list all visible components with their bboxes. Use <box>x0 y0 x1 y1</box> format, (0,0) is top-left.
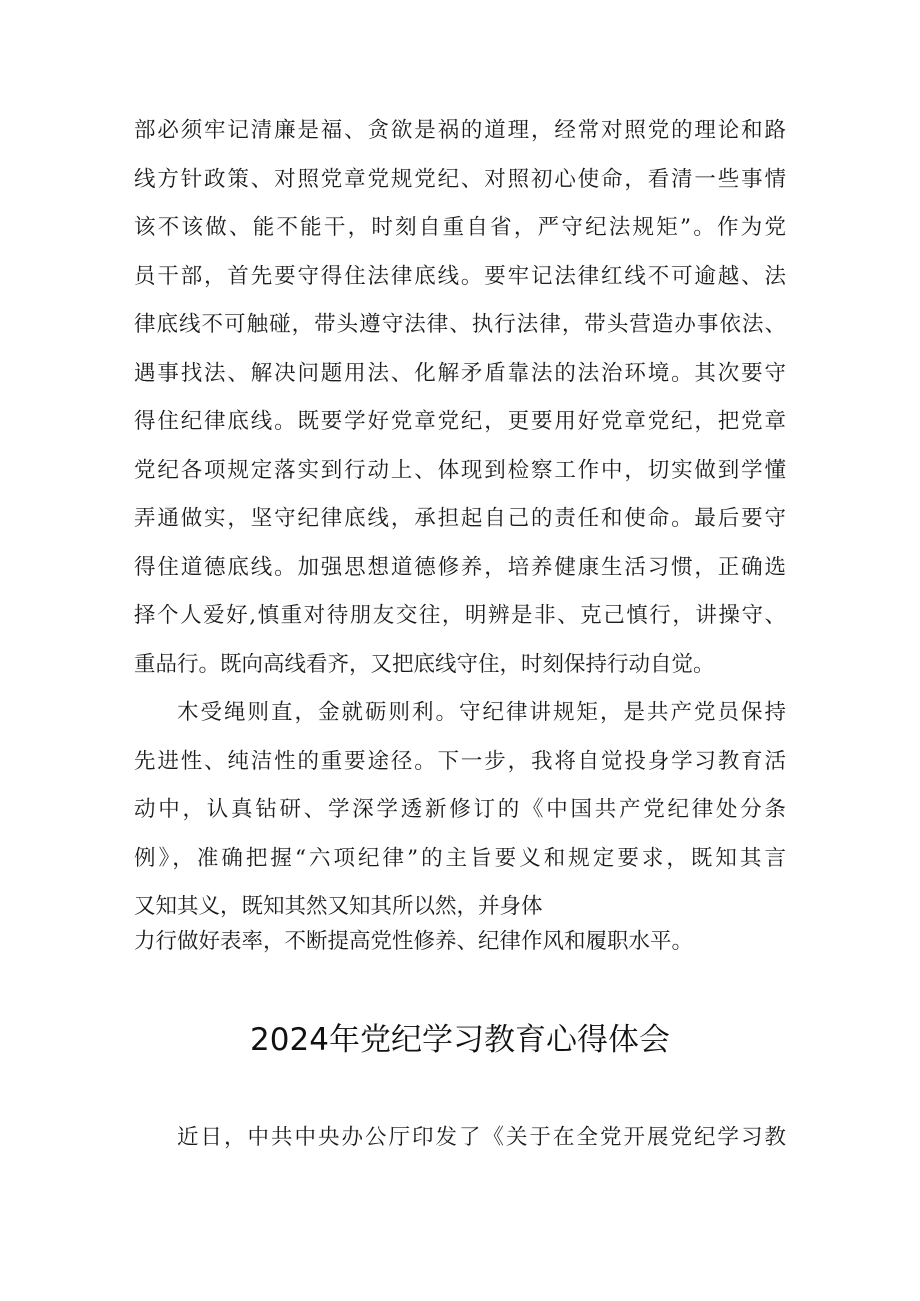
text-line: 律底线不可触碰，带头遵守法律、执行法律，带头营造办事依法、 <box>134 312 786 337</box>
text-line: 先进性、纯洁性的重要途径。下一步，我将自觉投身学习教育活 <box>134 748 786 774</box>
paragraph-3 <box>134 1114 786 1163</box>
text-line: 员干部，首先要守得住法律底线。要牢记法律红线不可逾越、法 <box>134 263 786 289</box>
text-line: 力行做好表率，不断提高党性修养、纪律作风和履职水平。 <box>134 928 694 954</box>
text-line: 部必须牢记清廉是福、贪欲是祸的道理，经常对照党的理论和路 <box>134 118 786 143</box>
paragraph-1 <box>134 107 786 689</box>
text-line: 得住纪律底线。既要学好党章党纪，更要用好党章党纪，把党章 <box>134 409 786 434</box>
text-line: 木受绳则直，金就砺则利。守纪律讲规矩，是共产党员保持 <box>177 700 786 725</box>
text-line: 弄通做实，坚守纪律底线，承担起自己的责任和使命。最后要守 <box>134 506 786 531</box>
text-line: 择个人爱好,慎重对待朋友交往，明辨是非、克己慎行，讲操守、 <box>134 603 786 628</box>
paragraph-2 <box>134 689 786 972</box>
text-line: 例》，准确把握“六项纪律”的主旨要义和规定要求，既知其言 <box>134 845 786 871</box>
text-line: 得住道德底线。加强思想道德修养，培养健康生活习惯，正确选 <box>134 554 786 580</box>
text-line: 遇事找法、解决问题用法、化解矛盾靠法的法治环境。其次要守 <box>134 360 786 386</box>
text-line: 重品行。既向高线看齐，又把底线守住，时刻保持行动自觉。 <box>134 651 715 677</box>
text-line: 又知其义，既知其然又知其所以然，并身体 <box>134 894 543 919</box>
text-line: 该不该做、能不能干，时刻自重自省，严守纪法规矩”。作为党 <box>134 215 786 240</box>
document-body <box>134 107 786 972</box>
text-line: 党纪各项规定落实到行动上、体现到检察工作中，切实做到学懂 <box>134 457 786 483</box>
text-line: 动中，认真钻研、学深学透新修订的《中国共产党纪律处分条 <box>134 797 786 822</box>
text-line: 近日，中共中央办公厅印发了《关于在全党开展党纪学习教 <box>177 1125 786 1150</box>
text-line: 线方针政策、对照党章党规党纪、对照初心使命，看清一些事情 <box>134 166 786 192</box>
section-title: 2024年党纪学习教育心得体会 <box>250 1022 670 1058</box>
